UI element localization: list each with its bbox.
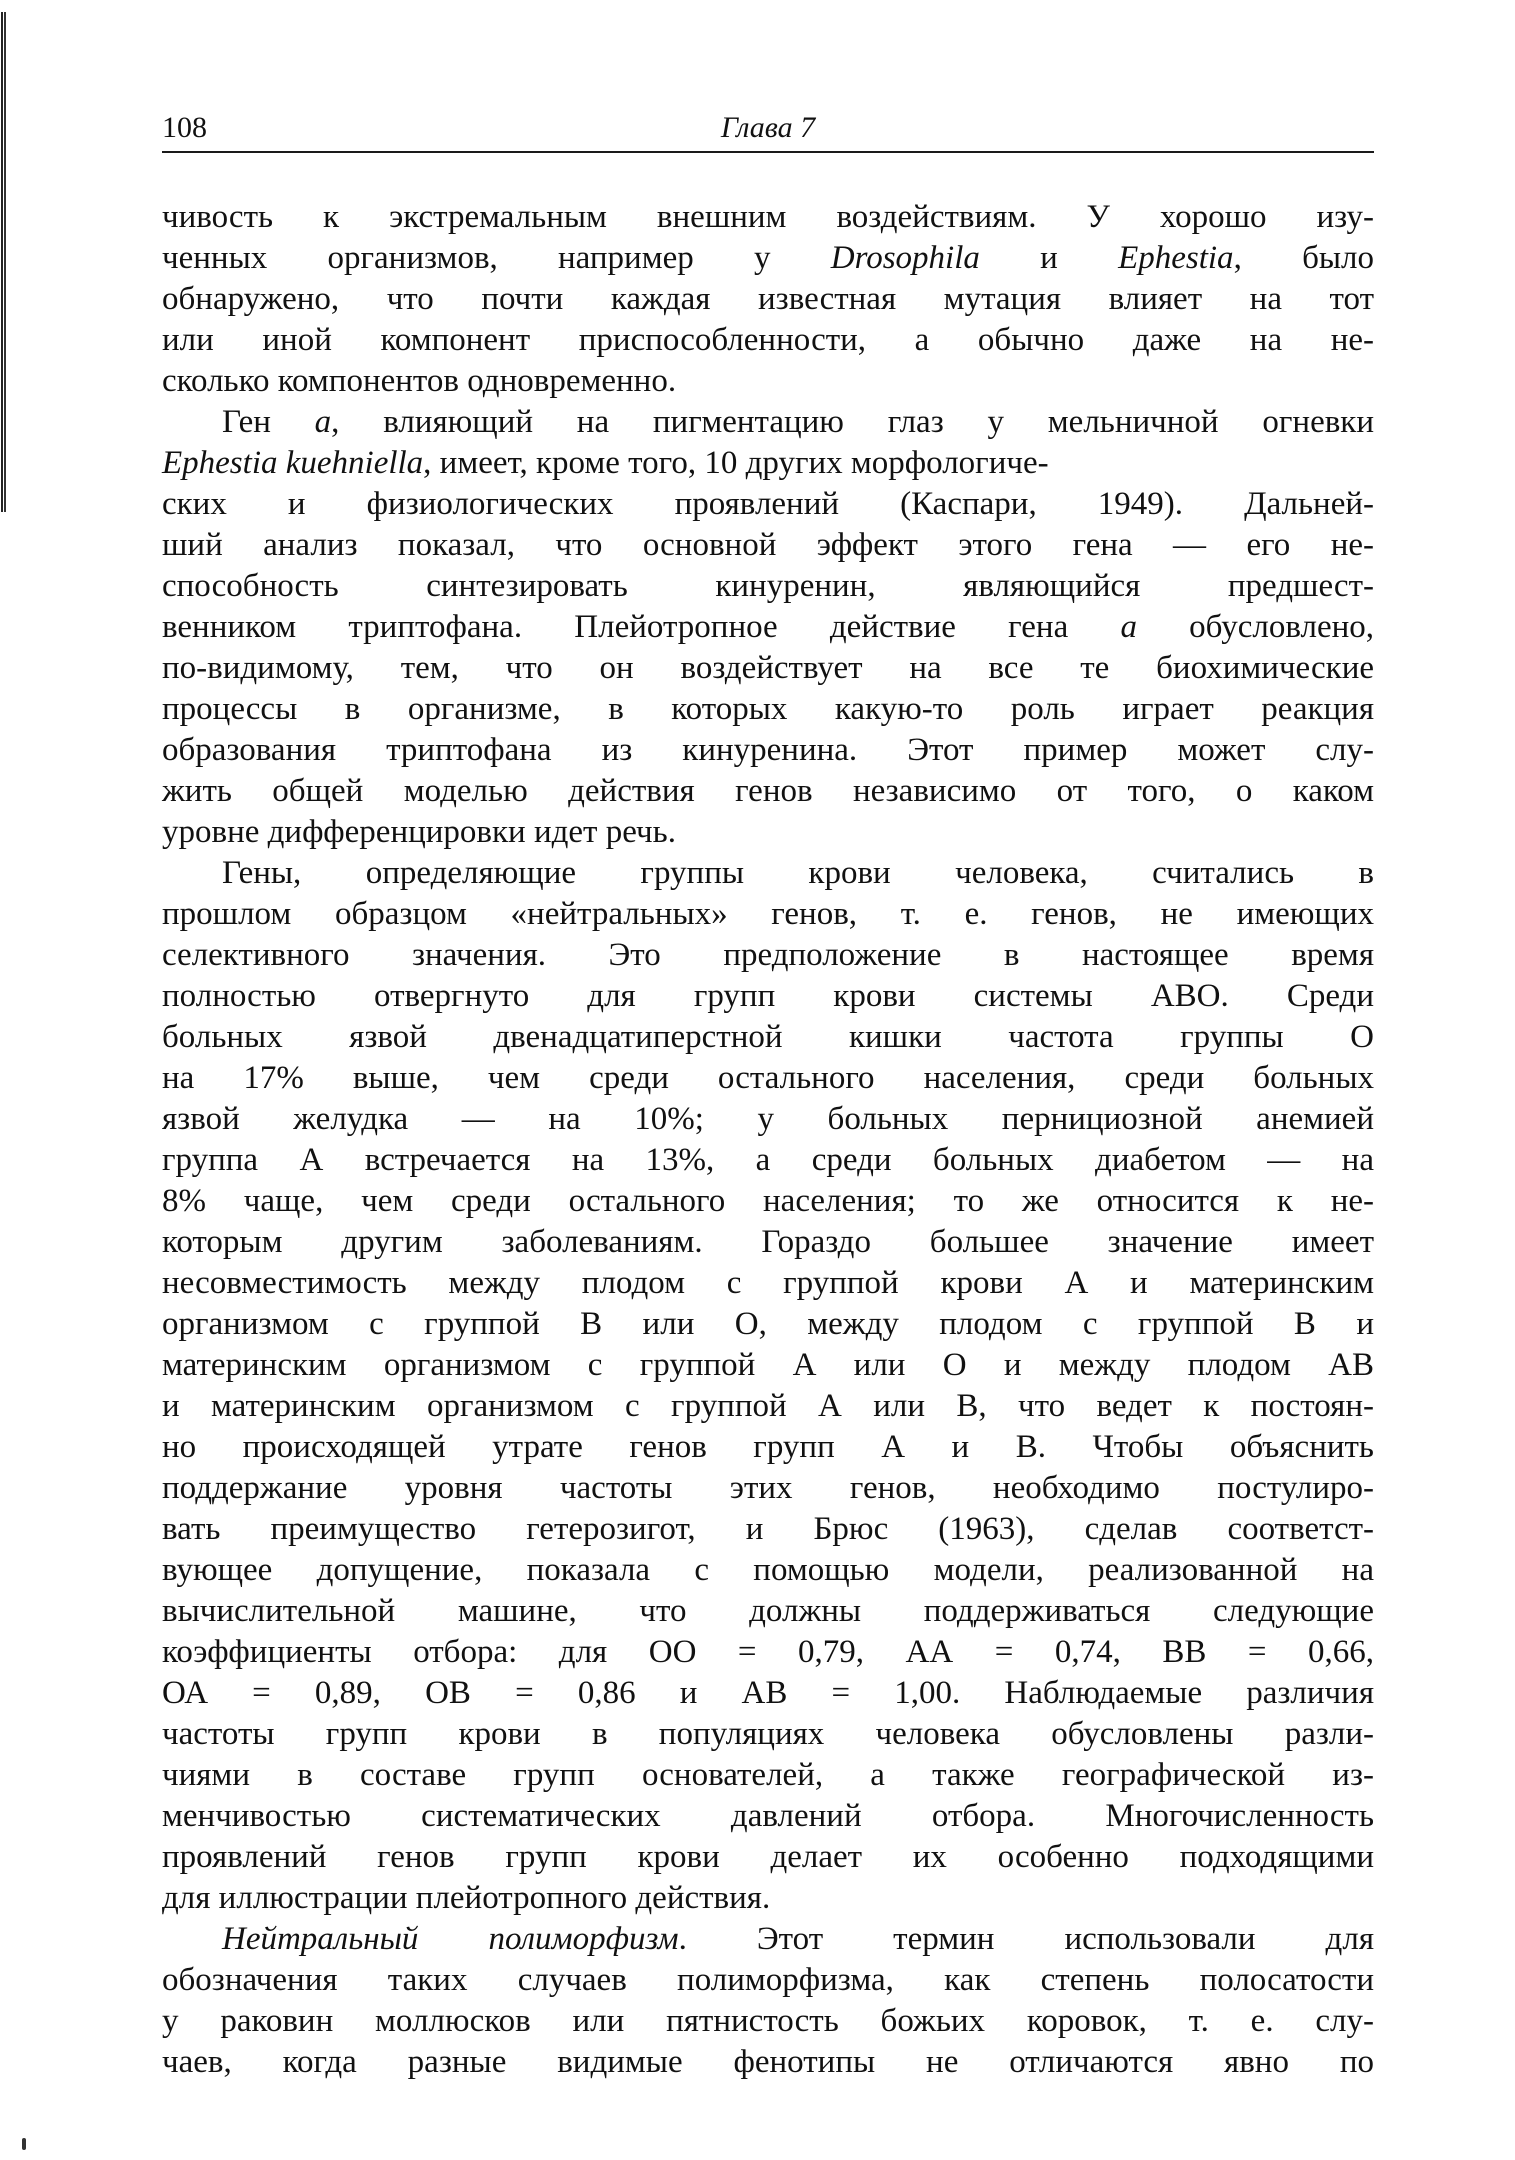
text-run: обозначения таких случаев полиморфизма, как степень полосатости	[162, 1962, 1374, 1998]
text-line	[162, 935, 1374, 976]
text-line	[162, 1632, 1374, 1673]
text-line	[162, 320, 1374, 361]
text-run: способность синтезировать кинуренин, являющийся предшест-	[162, 568, 1374, 604]
text-line	[162, 812, 1374, 853]
text-run: по-видимому, тем, что он воздействует на все те биохимические	[162, 650, 1374, 686]
text-line	[162, 1837, 1374, 1878]
text-run: несовместимость между плодом с группой крови А и материнским	[162, 1265, 1374, 1301]
text-line	[162, 648, 1374, 689]
text-line	[162, 1058, 1374, 1099]
running-title: Глава 7	[720, 111, 816, 144]
text-line	[162, 1673, 1374, 1714]
text-run: больных язвой двенадцатиперстной кишки частота группы О	[162, 1019, 1374, 1055]
text-run: прошлом образцом «нейтральных» генов, т. е. генов, не имеющих	[162, 896, 1374, 932]
text-run: чивость к экстремальным внешним воздействиям. У хорошо изу-	[162, 199, 1374, 235]
text-run: , влияющий на пигментацию глаз у мельничной огневки	[331, 404, 1374, 440]
text-line	[162, 894, 1374, 935]
text-line	[162, 1591, 1374, 1632]
paragraph	[162, 197, 1374, 402]
text-line	[162, 1017, 1374, 1058]
text-line	[162, 402, 1374, 443]
text-line	[162, 1509, 1374, 1550]
italic-run: a	[314, 404, 332, 440]
paragraph	[162, 1919, 1374, 2083]
text-run: образования триптофана из кинуренина. Этот пример может слу-	[162, 732, 1374, 768]
text-line	[162, 1755, 1374, 1796]
text-line	[162, 1386, 1374, 1427]
text-line	[162, 238, 1374, 279]
text-line	[162, 1714, 1374, 1755]
text-run: ОА = 0,89, ОВ = 0,86 и АВ = 1,00. Наблюдаемые различия	[162, 1675, 1374, 1711]
text-run: ший анализ показал, что основной эффект этого гена — его не-	[162, 527, 1374, 563]
text-line	[162, 1919, 1374, 1960]
text-run: Гены, определяющие группы крови человека, считались в	[222, 855, 1374, 891]
text-run: проявлений генов групп крови делает их особенно подходящими	[162, 1839, 1374, 1875]
scan-edge-artifact	[1, 12, 6, 512]
text-run: организмом с группой В или О, между плодом с группой В и	[162, 1306, 1374, 1342]
text-line	[162, 1550, 1374, 1591]
text-line	[162, 1878, 1374, 1919]
text-line	[162, 197, 1374, 238]
text-run: или иной компонент приспособленности, а обычно даже на не-	[162, 322, 1374, 358]
text-run: вычислительной машине, что должны поддерживаться следующие	[162, 1593, 1374, 1629]
text-run: , было	[1233, 240, 1374, 276]
text-run: Ген	[222, 404, 315, 440]
text-line	[162, 1181, 1374, 1222]
text-line	[162, 566, 1374, 607]
text-run: коэффициенты отбора: для ОО = 0,79, АА = 0,74, ВВ = 0,66,	[162, 1634, 1374, 1670]
text-line	[162, 1960, 1374, 2001]
text-line	[162, 607, 1374, 648]
text-line	[162, 1468, 1374, 1509]
italic-run: Drosophila	[830, 240, 980, 276]
text-run: венником триптофана. Плейотропное действие гена	[162, 609, 1121, 645]
text-line	[162, 361, 1374, 402]
text-line	[162, 484, 1374, 525]
text-line	[162, 853, 1374, 894]
italic-run: a	[1120, 609, 1137, 645]
scan-speck	[22, 2138, 26, 2150]
text-run: на 17% выше, чем среди остального населения, среди больных	[162, 1060, 1374, 1096]
text-run: ских и физиологических проявлений (Каспари, 1949). Дальней-	[162, 486, 1374, 522]
page-number: 108	[162, 111, 207, 144]
text-line	[162, 1263, 1374, 1304]
text-run: менчивостью систематических давлений отбора. Многочисленность	[162, 1798, 1374, 1834]
text-line	[162, 279, 1374, 320]
paragraph	[162, 853, 1374, 1919]
text-run: уровне дифференцировки идет речь.	[162, 814, 676, 850]
header-rule	[162, 151, 1374, 153]
text-line	[162, 689, 1374, 730]
text-line	[162, 1140, 1374, 1181]
text-run: для иллюстрации плейотропного действия.	[162, 1880, 771, 1916]
text-run: . Этот термин использовали для	[678, 1921, 1374, 1957]
paragraph	[162, 402, 1374, 853]
text-line	[162, 1099, 1374, 1140]
text-line	[162, 976, 1374, 1017]
text-run: полностью отвергнуто для групп крови системы АВО. Среди	[162, 978, 1374, 1014]
text-run: сколько компонентов одновременно.	[162, 363, 677, 399]
text-run: обусловлено,	[1136, 609, 1374, 645]
text-line	[162, 2042, 1374, 2083]
text-line	[162, 1796, 1374, 1837]
text-run: вать преимущество гетерозигот, и Брюс (1963), сделав соответст-	[162, 1511, 1374, 1547]
text-run: чиями в составе групп основателей, а также географической из-	[162, 1757, 1374, 1793]
text-run: материнским организмом с группой А или О и между плодом АВ	[162, 1347, 1374, 1383]
text-run: группа А встречается на 13%, а среди больных диабетом — на	[162, 1142, 1374, 1178]
text-run: язвой желудка — на 10%; у больных пернициозной анемией	[162, 1101, 1374, 1137]
text-run: поддержание уровня частоты этих генов, необходимо постулиро-	[162, 1470, 1374, 1506]
text-line	[162, 1304, 1374, 1345]
text-run: вующее допущение, показала с помощью модели, реализованной на	[162, 1552, 1374, 1588]
text-run: жить общей моделью действия генов независимо от того, о каком	[162, 773, 1374, 809]
text-run: чаев, когда разные видимые фенотипы не отличаются явно по	[162, 2044, 1374, 2080]
text-line	[162, 1427, 1374, 1468]
text-run: обнаружено, что почти каждая известная мутация влияет на тот	[162, 281, 1374, 317]
text-run: селективного значения. Это предположение в настоящее время	[162, 937, 1374, 973]
text-run: но происходящей утрате генов групп А и В. Чтобы объяснить	[162, 1429, 1374, 1465]
italic-run: Ephestia kuehniella	[162, 445, 424, 481]
text-line	[162, 730, 1374, 771]
italic-run: Нейтральный полиморфизм	[222, 1921, 679, 1957]
body-text	[162, 197, 1374, 2083]
text-run: 8% чаще, чем среди остального населения; то же относится к не-	[162, 1183, 1374, 1219]
text-line	[162, 1345, 1374, 1386]
text-run: ченных организмов, например у	[162, 240, 831, 276]
text-line	[162, 525, 1374, 566]
text-run: частоты групп крови в популяциях человека обусловлены разли-	[162, 1716, 1374, 1752]
italic-run: Ephestia	[1118, 240, 1234, 276]
text-line	[162, 771, 1374, 812]
text-line	[162, 443, 1374, 484]
text-run: у раковин моллюсков или пятнистость божьих коровок, т. е. слу-	[162, 2003, 1374, 2039]
text-run: , имеет, кроме того, 10 других морфологиче-	[423, 445, 1049, 481]
page-header	[162, 108, 1374, 148]
text-line	[162, 1222, 1374, 1263]
text-line	[162, 2001, 1374, 2042]
text-run: и	[979, 240, 1119, 276]
text-run: процессы в организме, в которых какую-то роль играет реакция	[162, 691, 1374, 727]
text-run: которым другим заболеваниям. Гораздо большее значение имеет	[162, 1224, 1374, 1260]
text-run: и материнским организмом с группой А или В, что ведет к постоян-	[162, 1388, 1374, 1424]
